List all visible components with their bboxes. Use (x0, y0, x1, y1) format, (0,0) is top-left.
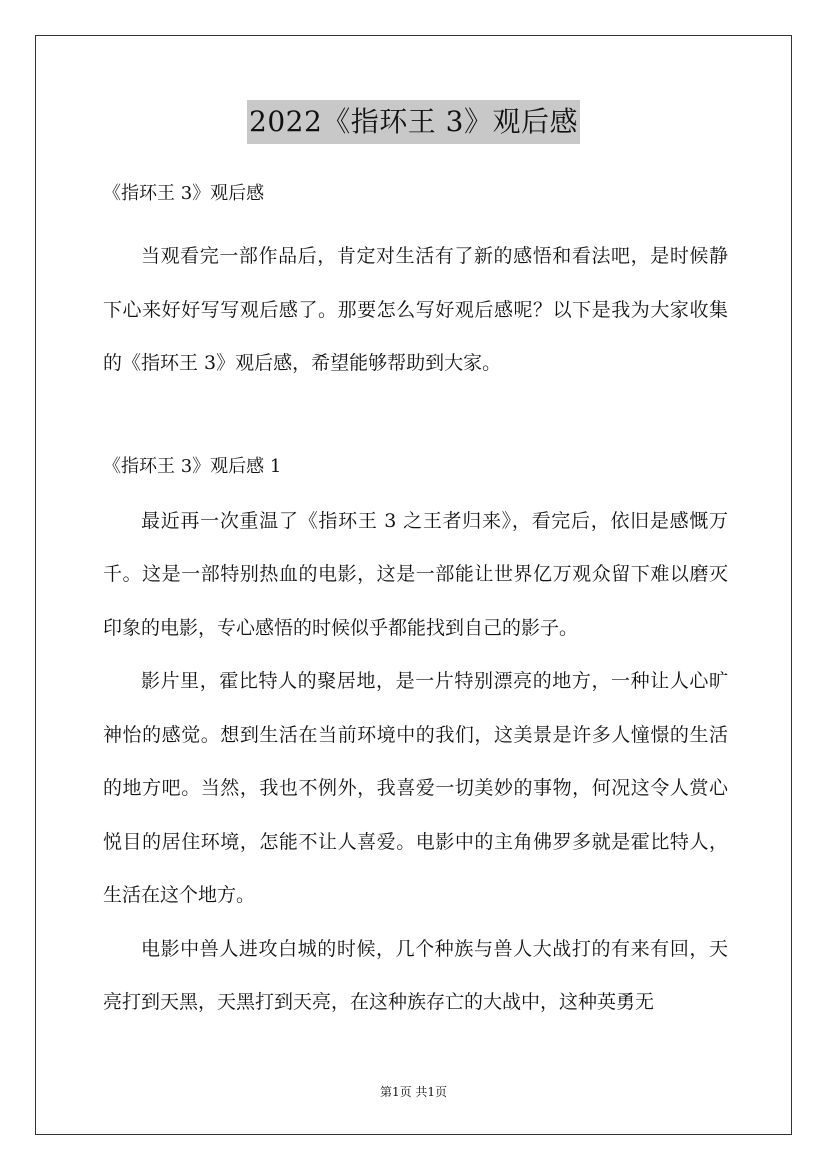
body-paragraph-3: 电影中兽人进攻白城的时候，几个种族与兽人大战打的有来有回，天亮打到天黑，天黑打到天亮，在这种族存亡的大战中，这种英勇无 (103, 937, 728, 1013)
document-body (103, 174, 728, 1030)
page-footer: 第1页 共1页 (379, 1085, 448, 1099)
document-title: 2022《指环王 3》观后感 (247, 100, 580, 144)
intro-paragraph: 当观看完一部作品后，肯定对生活有了新的感悟和看法吧，是时候静下心来好好写写观后感了。那要怎么写好观后感呢？以下是我为大家收集的《指环王 3》观后感，希望能够帮助到大家。 (103, 245, 728, 374)
title-container (0, 100, 827, 144)
document-subtitle: 《指环王 3》观后感 (103, 183, 265, 204)
body-paragraph-1: 最近再一次重温了《指环王 3 之王者归来》，看完后，依旧是感慨万千。这是一部特别热血的电影，这是一部能让世界亿万观众留下难以磨灭印象的电影，专心感悟的时候似乎都能找到自己的影子。 (103, 509, 728, 639)
body-paragraph-2: 影片里，霍比特人的聚居地，是一片特别漂亮的地方，一种让人心旷神怡的感觉。想到生活在当前环境中的我们，这美景是许多人憧憬的生活的地方吧。当然，我也不例外，我喜爱一切美妙的事物，何况这令人赏心悦目的居住环境，怎能不让人喜爱。电影中的主角佛罗多就是霍比特人，生活在这个地方。 (103, 670, 728, 906)
section-heading: 《指环王 3》观后感 1 (103, 455, 282, 477)
